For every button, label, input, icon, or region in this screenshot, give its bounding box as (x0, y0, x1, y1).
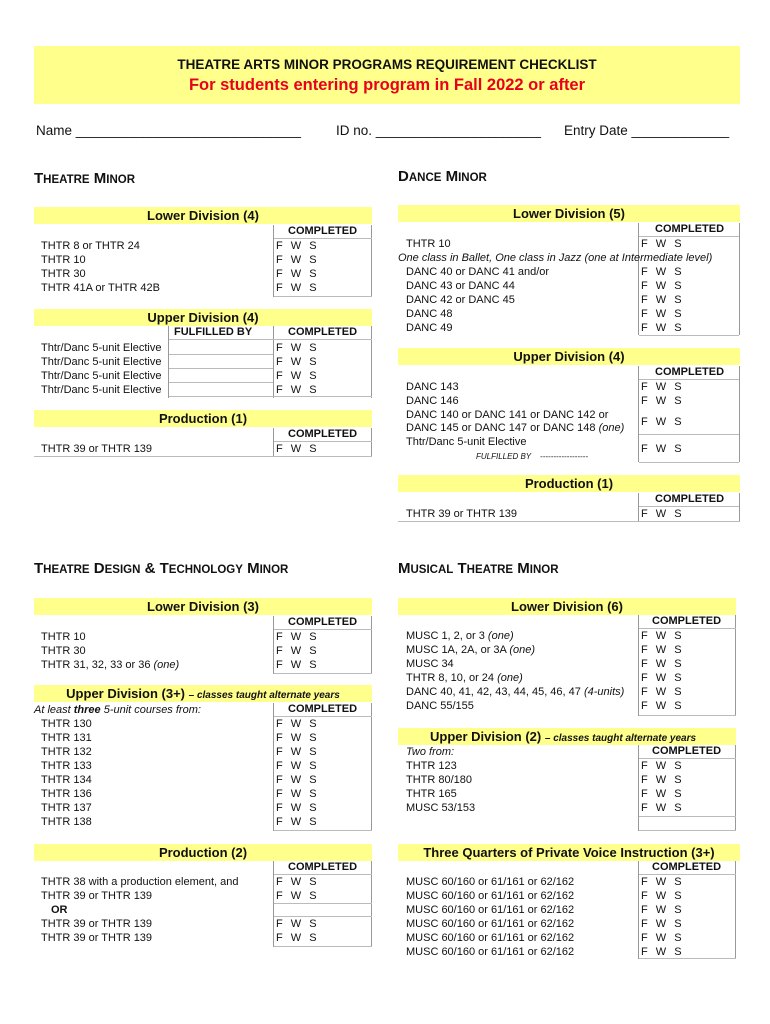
course-note: (one) (153, 659, 180, 671)
header-banner (34, 46, 740, 104)
dm-upper-heading: Upper Division (4) (398, 348, 740, 365)
course-item: THTR 131 (41, 732, 92, 744)
term-checkbox[interactable]: F W S (641, 658, 685, 670)
mt-upper-list (406, 759, 475, 815)
term-checkbox[interactable]: F W S (276, 645, 320, 657)
term-checkbox[interactable]: F W S (641, 294, 685, 306)
course-item: THTR 30 (41, 268, 86, 280)
divider (371, 703, 372, 831)
dt-production-fws-2[interactable] (276, 917, 319, 945)
divider (169, 354, 273, 355)
divider (739, 493, 740, 521)
divider (639, 715, 736, 716)
term-checkbox[interactable]: F W S (641, 700, 685, 712)
page-subtitle: For students entering program in Fall 2022 or after (188, 76, 586, 94)
course-item: MUSC 60/160 or 61/161 or 62/162 (406, 876, 575, 888)
term-checkbox[interactable]: F W S (641, 946, 685, 958)
dm-upper-fws[interactable] (641, 380, 684, 408)
heading-note: – classes taught alternate years (544, 733, 697, 744)
course-item: THTR 134 (41, 774, 92, 786)
dt-production-list (41, 875, 239, 945)
course-item: THTR 136 (41, 788, 92, 800)
course-text: DANC 55/155 (406, 700, 474, 712)
divider (735, 861, 736, 959)
divider (638, 493, 639, 521)
divider (639, 434, 739, 435)
divider (371, 326, 372, 398)
divider (34, 456, 372, 457)
course-item: DANC 40 or DANC 41 and/or (406, 266, 550, 278)
term-checkbox[interactable]: F W S (641, 630, 685, 642)
course-item: DANC 42 or DANC 45 (406, 294, 515, 306)
course-item: Thtr/Danc 5-unit Elective (41, 384, 162, 396)
course-item: THTR 123 (406, 760, 457, 772)
dt-upper-sub (34, 703, 201, 717)
course-note: (one) (497, 672, 523, 684)
term-checkbox[interactable]: F W S (641, 760, 685, 772)
course-text: THTR 31, 32, 33 or 36 (41, 659, 151, 671)
term-checkbox[interactable]: F W S (276, 816, 320, 828)
course-text: MUSC 1A, 2A, or 3A (406, 644, 507, 656)
term-checkbox[interactable]: F W S (276, 718, 320, 730)
divider (168, 326, 169, 398)
mt-lower-fws[interactable] (641, 629, 684, 713)
divider (169, 339, 372, 340)
term-checkbox[interactable]: F W S (641, 788, 685, 800)
mt-upper-heading (398, 728, 736, 745)
term-checkbox[interactable]: F W S (641, 280, 685, 292)
term-checkbox[interactable]: F W S (276, 788, 320, 800)
course-item: MUSC 60/160 or 61/161 or 62/162 (406, 932, 575, 944)
divider (638, 366, 639, 462)
course-item: THTR 132 (41, 746, 92, 758)
divider (169, 368, 273, 369)
course-item: THTR 39 or THTR 139 (406, 508, 518, 520)
dt-upper-fws[interactable] (276, 717, 319, 829)
course-item: Thtr/Danc 5-unit Elective (41, 356, 162, 368)
course-item: MUSC 60/160 or 61/161 or 62/162 (406, 904, 575, 916)
term-checkbox[interactable]: F W S (641, 686, 685, 698)
term-checkbox[interactable]: F W S (276, 342, 320, 354)
term-checkbox[interactable]: F W S (276, 932, 320, 944)
divider (273, 326, 274, 398)
divider (371, 225, 372, 297)
term-checkbox[interactable]: F W S (276, 240, 320, 252)
course-text: MUSC 1, 2, or 3 (406, 630, 485, 642)
course-item: THTR 8 or THTR 24 (41, 240, 140, 252)
tm-production-heading: Production (1) (34, 410, 372, 427)
dm-lower-list (406, 265, 549, 335)
heading-text: Upper Division (2) (430, 729, 542, 744)
dm-fulfilled-label (476, 450, 588, 464)
course-item: THTR 39 or THTR 139 (41, 932, 153, 944)
divider (639, 816, 736, 817)
divider (169, 396, 372, 397)
dm-lower-completed: COMPLETED (655, 223, 725, 235)
divider (274, 903, 372, 904)
divider (739, 223, 740, 335)
divider (735, 615, 736, 716)
divider (371, 428, 372, 456)
course-item (406, 699, 624, 713)
id-field[interactable]: ID no. ______________________ (336, 123, 541, 138)
dm-upper-completed: COMPLETED (655, 366, 725, 378)
divider (639, 830, 736, 831)
term-checkbox[interactable]: F W S (276, 370, 320, 382)
divider (273, 225, 274, 297)
fulfilled-by: FULFILLED BY (476, 452, 532, 461)
page-title: THEATRE ARTS MINOR PROGRAMS REQUIREMENT CHECKLIST (177, 57, 597, 72)
divider (274, 946, 372, 947)
dt-lower-list (41, 630, 179, 672)
course-item: Thtr/Danc 5-unit Elective (41, 342, 162, 354)
divider (739, 366, 740, 462)
tm-upper-completed: COMPLETED (288, 326, 358, 338)
term-checkbox[interactable]: F W S (276, 356, 320, 368)
course-note: (one) (598, 422, 625, 434)
course-item: THTR 137 (41, 802, 92, 814)
course-item (406, 685, 624, 699)
course-item: THTR 30 (41, 645, 86, 657)
tm-upper-fulfilled: FULFILLED BY (174, 326, 253, 338)
course-text: MUSC 34 (406, 658, 454, 670)
dt-upper-list (41, 717, 92, 829)
term-checkbox[interactable]: F W S (641, 672, 685, 684)
tm-lower-fws[interactable] (276, 239, 319, 295)
term-checkbox[interactable]: F W S (276, 659, 320, 671)
course-item: DANC 49 (406, 322, 453, 334)
course-item: DANC 140 or DANC 141 or DANC 142 or (406, 409, 609, 421)
term-checkbox[interactable]: F W S (276, 384, 320, 396)
mt-lower-list (406, 629, 624, 713)
mt-lower-completed: COMPLETED (652, 615, 722, 627)
term-checkbox[interactable]: F W S (641, 644, 685, 656)
course-item (406, 421, 624, 435)
course-item: THTR 39 or THTR 139 (41, 443, 153, 455)
course-item: Thtr/Danc 5-unit Elective (41, 370, 162, 382)
dt-upper-heading (34, 685, 372, 702)
dt-lower-heading: Lower Division (3) (34, 598, 372, 615)
divider (398, 521, 740, 522)
term-checkbox[interactable]: F W S (276, 268, 320, 280)
course-item: THTR 10 (406, 238, 451, 250)
course-item: THTR 38 with a production element, and (41, 876, 239, 888)
dt-lower-completed: COMPLETED (288, 616, 358, 628)
term-checkbox[interactable]: F W S (641, 443, 685, 455)
mt-lower-heading: Lower Division (6) (398, 598, 736, 615)
course-item: THTR 80/180 (406, 774, 473, 786)
course-item: THTR 10 (41, 254, 86, 266)
divider (273, 428, 274, 456)
course-item: THTR 39 or THTR 139 (41, 918, 153, 930)
divider (638, 861, 639, 959)
divider (169, 382, 273, 383)
course-item: THTR 10 (41, 631, 86, 643)
mt-voice-fws[interactable] (641, 875, 684, 959)
course-item: MUSC 60/160 or 61/161 or 62/162 (406, 946, 575, 958)
course-item: THTR 130 (41, 718, 92, 730)
course-item: THTR 165 (406, 788, 457, 800)
course-item: Thtr/Danc 5-unit Elective (406, 436, 527, 448)
heading-text: Upper Division (3+) (66, 686, 185, 701)
dm-production-completed: COMPLETED (655, 493, 725, 505)
term-checkbox[interactable]: F W S (641, 890, 685, 902)
course-item: DANC 48 (406, 308, 453, 320)
divider (639, 462, 739, 463)
divider (638, 615, 639, 716)
course-item (41, 658, 179, 672)
term-checkbox[interactable]: F W S (641, 381, 685, 393)
course-note: (4-units) (583, 686, 625, 698)
dt-production-heading: Production (2) (34, 844, 372, 861)
term-checkbox[interactable]: F W S (276, 282, 320, 294)
term-checkbox[interactable]: F W S (641, 238, 685, 250)
term-checkbox[interactable]: F W S (641, 308, 685, 320)
term-checkbox[interactable]: F W S (276, 774, 320, 786)
sub-bold: three (73, 704, 101, 716)
course-item: THTR 39 or THTR 139 (41, 890, 153, 902)
course-item: MUSC 60/160 or 61/161 or 62/162 (406, 918, 575, 930)
divider (274, 296, 372, 297)
term-checkbox[interactable]: F W S (641, 932, 685, 944)
dt-production-fws[interactable] (276, 875, 319, 903)
tm-upper-list (41, 341, 161, 397)
course-item: DANC 146 (406, 395, 459, 407)
term-checkbox[interactable]: F W S (276, 443, 320, 455)
theatre-minor-title: THEATRE MINOR (34, 170, 136, 187)
dt-lower-fws[interactable] (276, 630, 319, 672)
term-checkbox[interactable]: F W S (641, 322, 685, 334)
dance-minor-title: DANCE MINOR (398, 168, 487, 185)
term-checkbox[interactable]: F W S (641, 904, 685, 916)
divider (638, 223, 639, 335)
course-item: MUSC 60/160 or 61/161 or 62/162 (406, 890, 575, 902)
course-note: (one) (509, 644, 536, 656)
term-checkbox[interactable]: F W S (276, 918, 320, 930)
term-checkbox[interactable]: F W S (641, 802, 685, 814)
dm-lower-heading: Lower Division (5) (398, 205, 740, 222)
term-checkbox[interactable]: F W S (641, 876, 685, 888)
course-item: DANC 43 or DANC 44 (406, 280, 515, 292)
mt-upper-fws[interactable] (641, 759, 684, 815)
term-checkbox[interactable]: F W S (641, 774, 685, 786)
mt-voice-heading: Three Quarters of Private Voice Instruction (3+) (398, 844, 740, 861)
term-checkbox[interactable]: F W S (641, 416, 685, 428)
divider (273, 616, 274, 674)
course-item: MUSC 53/153 (406, 802, 476, 814)
course-item (406, 629, 624, 643)
tm-upper-heading: Upper Division (4) (34, 309, 372, 326)
divider (274, 830, 372, 831)
or-label: OR (51, 904, 68, 916)
mt-upper-sub: Two from: (406, 746, 455, 758)
tm-lower-list (41, 239, 160, 295)
fulfilled-dashes: ------------------ (540, 452, 588, 461)
mt-upper-completed: COMPLETED (652, 745, 722, 757)
course-item: DANC 143 (406, 381, 459, 393)
term-checkbox[interactable]: F W S (276, 760, 320, 772)
term-checkbox[interactable]: F W S (641, 395, 685, 407)
dm-upper-list (406, 380, 459, 408)
divider (639, 958, 736, 959)
dm-lower-fws[interactable] (641, 265, 684, 335)
term-checkbox[interactable]: F W S (276, 254, 320, 266)
course-text: DANC 40, 41, 42, 43, 44, 45, 46, 47 (406, 686, 581, 698)
term-checkbox[interactable]: F W S (276, 746, 320, 758)
tm-upper-fws[interactable] (276, 341, 319, 397)
divider (273, 703, 274, 831)
tm-lower-heading: Lower Division (4) (34, 207, 372, 224)
term-checkbox[interactable]: F W S (276, 876, 320, 888)
course-item: THTR 133 (41, 760, 92, 772)
course-item: THTR 138 (41, 816, 92, 828)
dt-upper-completed: COMPLETED (288, 703, 358, 715)
term-checkbox[interactable]: F W S (641, 918, 685, 930)
term-checkbox[interactable]: F W S (276, 802, 320, 814)
divider (274, 673, 372, 674)
dm-production-heading: Production (1) (398, 475, 740, 492)
course-note: (one) (487, 630, 514, 642)
course-text: DANC 145 or DANC 147 or DANC 148 (406, 422, 596, 434)
course-item (406, 643, 624, 657)
dance-note: One class in Ballet, One class in Jazz (one at Intermediate level) (398, 252, 713, 264)
term-checkbox[interactable]: F W S (276, 890, 320, 902)
course-text: THTR 8, 10, or 24 (406, 672, 495, 684)
term-checkbox[interactable]: F W S (276, 631, 320, 643)
term-checkbox[interactable]: F W S (276, 732, 320, 744)
heading-note: – classes taught alternate years (188, 690, 340, 701)
divider (639, 335, 739, 336)
entry-date-field[interactable]: Entry Date _____________ (564, 123, 730, 138)
mt-voice-completed: COMPLETED (652, 861, 722, 873)
design-minor-title: THEATRE DESIGN & TECHNOLOGY MINOR (34, 560, 289, 577)
mt-voice-list (406, 875, 574, 959)
term-checkbox[interactable]: F W S (641, 508, 685, 520)
sub-text: At least (34, 704, 71, 716)
sub-rest: 5-unit courses from: (103, 704, 201, 716)
course-item: THTR 41A or THTR 42B (41, 282, 160, 294)
course-item (406, 657, 624, 671)
dt-production-completed: COMPLETED (288, 861, 358, 873)
musical-minor-title: MUSICAL THEATRE MINOR (398, 560, 559, 577)
course-item (406, 671, 624, 685)
tm-lower-completed: COMPLETED (288, 225, 358, 237)
tm-production-completed: COMPLETED (288, 428, 358, 440)
name-field[interactable]: Name ______________________________ (36, 123, 302, 138)
term-checkbox[interactable]: F W S (641, 266, 685, 278)
divider (371, 616, 372, 674)
